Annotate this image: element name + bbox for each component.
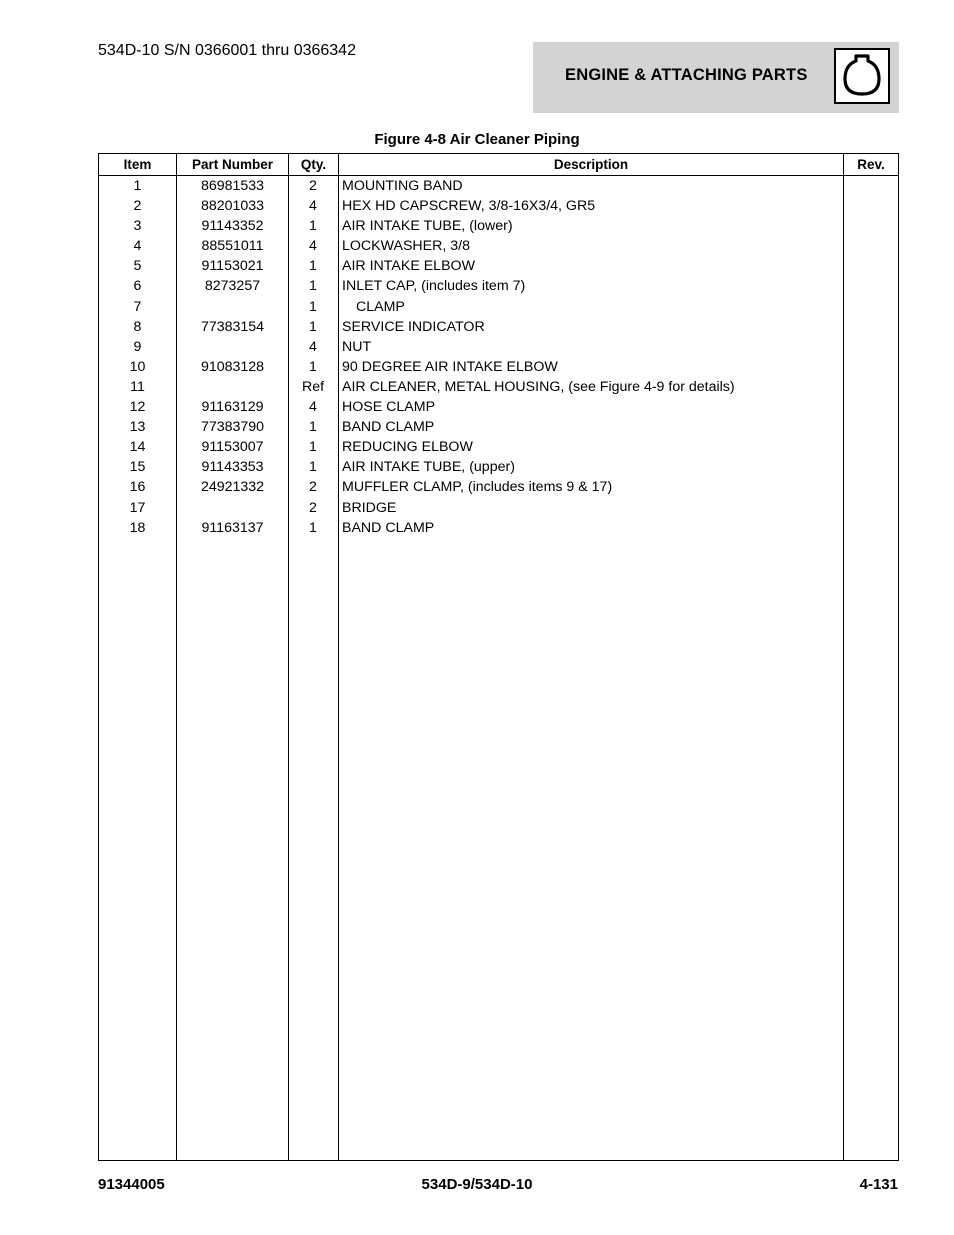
- part-number-cell: 91153007: [201, 439, 264, 456]
- table-row: [99, 317, 898, 337]
- part-number-cell: 91163137: [201, 519, 264, 536]
- part-number-cell: 88551011: [201, 238, 264, 255]
- qty-cell: 1: [309, 459, 317, 476]
- part-number-cell: 91083128: [200, 358, 265, 375]
- description-cell: 90 DEGREE AIR INTAKE ELBOW: [342, 358, 558, 375]
- model-serial-range: 534D-10 S/N 0366001 thru 0366342: [98, 42, 356, 59]
- item-cell: 16: [129, 479, 146, 496]
- footer-models: 534D-9/534D-10: [421, 1176, 533, 1193]
- column-header-part-number: Part Number: [191, 157, 274, 172]
- part-number-cell: 91153021: [201, 258, 264, 275]
- description-cell: LOCKWASHER, 3/8: [342, 238, 470, 255]
- part-number-cell: 91143352: [201, 218, 264, 235]
- description-cell: AIR INTAKE TUBE, (lower): [342, 218, 513, 235]
- table-row: [99, 297, 898, 317]
- qty-cell: 4: [309, 399, 317, 416]
- parts-table: [98, 153, 899, 1161]
- table-row: [99, 417, 898, 437]
- part-number-cell: 86981533: [200, 178, 265, 194]
- item-cell: 6: [133, 278, 142, 295]
- qty-cell: 1: [309, 358, 317, 375]
- description-cell: HOSE CLAMP: [342, 399, 436, 416]
- item-cell: 8: [133, 318, 142, 335]
- description-cell: CLAMP: [356, 298, 405, 315]
- table-row: [99, 518, 898, 538]
- description-cell: HEX HD CAPSCREW, 3/8-16X3/4, GR5: [342, 198, 596, 215]
- table-row: [99, 236, 898, 256]
- item-cell: 15: [129, 459, 146, 476]
- qty-cell: 4: [309, 198, 317, 215]
- description-cell: BAND CLAMP: [342, 519, 435, 536]
- table-row: [99, 377, 898, 397]
- description-cell: AIR CLEANER, METAL HOUSING, (see Figure 4-9 for details): [342, 378, 735, 395]
- description-cell: BAND CLAMP: [342, 419, 435, 436]
- description-cell: REDUCING ELBOW: [342, 439, 473, 456]
- column-header-rev: Rev.: [857, 157, 885, 172]
- table-row: [99, 437, 898, 457]
- item-cell: 18: [129, 519, 146, 536]
- table-row: [99, 397, 898, 417]
- qty-cell: 2: [309, 499, 317, 516]
- item-cell: 4: [133, 238, 142, 255]
- description-cell: SERVICE INDICATOR: [342, 318, 485, 335]
- part-number-cell: 91143353: [201, 459, 264, 476]
- description-cell: AIR INTAKE ELBOW: [342, 258, 475, 275]
- item-cell: 5: [133, 258, 142, 275]
- table-row: [99, 176, 898, 196]
- item-cell: 13: [129, 419, 146, 436]
- part-number-cell: 91163129: [201, 399, 264, 416]
- section-banner: [533, 42, 899, 113]
- footer-doc-number: 91344005: [98, 1176, 165, 1193]
- description-cell: NUT: [342, 338, 372, 355]
- qty-cell: 4: [309, 338, 317, 355]
- qty-cell: 1: [309, 318, 317, 335]
- item-cell: 2: [133, 198, 142, 215]
- item-cell: 11: [130, 378, 145, 395]
- table-row: [99, 276, 898, 296]
- description-cell: MOUNTING BAND: [342, 178, 463, 194]
- description-cell: AIR INTAKE TUBE, (upper): [342, 459, 515, 476]
- qty-cell: 1: [309, 419, 317, 436]
- table-row: [99, 477, 898, 497]
- table-row: [99, 196, 898, 216]
- part-number-cell: 8273257: [204, 278, 261, 295]
- table-row: [99, 457, 898, 477]
- item-cell: 10: [129, 358, 146, 375]
- qty-cell: Ref: [301, 378, 325, 395]
- table-row: [99, 337, 898, 357]
- qty-cell: 1: [309, 258, 317, 275]
- description-cell: INLET CAP, (includes item 7): [342, 278, 526, 295]
- table-row: [99, 498, 898, 518]
- item-cell: 17: [129, 499, 146, 516]
- table-row: [99, 216, 898, 236]
- section-title: ENGINE & ATTACHING PARTS: [565, 66, 808, 84]
- item-cell: 14: [129, 439, 146, 456]
- description-cell: BRIDGE: [342, 499, 397, 516]
- qty-cell: 1: [309, 298, 317, 315]
- qty-cell: 1: [309, 519, 317, 536]
- qty-cell: 1: [309, 278, 317, 295]
- description-cell: MUFFLER CLAMP, (includes items 9 & 17): [342, 479, 613, 496]
- item-cell: 9: [133, 338, 142, 355]
- part-number-cell: 77383154: [200, 318, 265, 335]
- qty-cell: 1: [309, 439, 317, 456]
- qty-cell: 1: [309, 218, 317, 235]
- figure-title: Figure 4-8 Air Cleaner Piping: [374, 131, 580, 148]
- column-header-description: Description: [553, 157, 629, 172]
- table-row: [99, 357, 898, 377]
- part-number-cell: 77383790: [200, 419, 265, 436]
- item-cell: 1: [133, 178, 142, 194]
- qty-cell: 2: [309, 178, 317, 194]
- column-header-qty: Qty.: [300, 157, 327, 172]
- item-cell: 3: [133, 218, 142, 235]
- table-row: [99, 256, 898, 276]
- part-number-cell: 88201033: [200, 198, 265, 215]
- engine-icon: [834, 48, 890, 104]
- table-body: [99, 176, 898, 538]
- part-number-cell: 24921332: [200, 479, 265, 496]
- footer-page-number: 4-131: [859, 1176, 898, 1193]
- column-header-item: Item: [123, 157, 152, 172]
- qty-cell: 2: [309, 479, 317, 496]
- item-cell: 12: [129, 399, 146, 416]
- item-cell: 7: [133, 298, 142, 315]
- qty-cell: 4: [309, 238, 317, 255]
